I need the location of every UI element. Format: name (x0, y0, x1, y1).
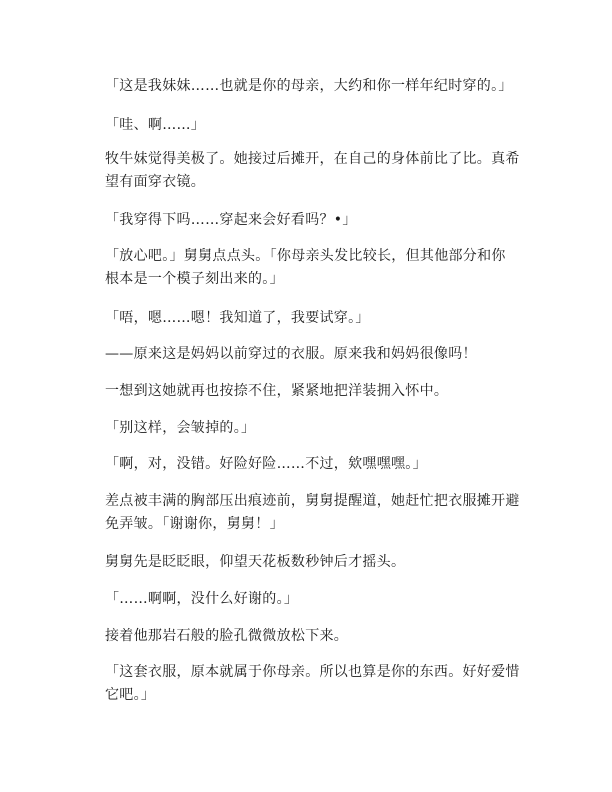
paragraph-line: 免弄皱。「谢谢你，舅舅！」 (105, 516, 284, 532)
paragraph-15 (105, 661, 545, 707)
paragraph-7 (105, 343, 545, 366)
paragraph-line: 舅舅先是眨眨眼，仰望天花板数秒钟后才摇头。 (105, 554, 406, 570)
paragraph-3 (105, 148, 545, 194)
paragraph-11 (105, 490, 545, 536)
paragraph-line: 一想到这她就再也按捺不住，紧紧地把洋装拥入怀中。 (105, 383, 449, 399)
paragraph-5 (105, 245, 545, 291)
paragraph-line: 「唔，嗯……嗯！我知道了，我要试穿。」 (105, 310, 370, 326)
paragraph-line: 根本是一个模子刻出来的。」 (105, 271, 284, 287)
paragraph-4 (105, 209, 545, 232)
paragraph-line: 「啊，对，没错。好险好险……不过，欸嘿嘿嘿。」 (105, 456, 427, 472)
paragraph-2 (105, 114, 545, 137)
paragraph-12 (105, 551, 545, 574)
paragraph-line: 接着他那岩石般的脸孔微微放松下来。 (105, 628, 349, 644)
paragraph-line: 「别这样，会皱掉的。」 (105, 420, 256, 436)
paragraph-line: 「……啊啊，没什么好谢的。」 (105, 591, 299, 607)
paragraph-13 (105, 588, 545, 611)
paragraph-line: 「这是我妹妹……也就是你的母亲，大约和你一样年纪时穿的。」 (105, 78, 513, 94)
paragraph-6 (105, 307, 545, 330)
paragraph-1 (105, 75, 545, 98)
paragraph-line: 「哇、啊……」 (105, 117, 206, 133)
paragraph-line: ——原来这是妈妈以前穿过的衣服。原来我和妈妈很像吗！ (105, 346, 477, 362)
paragraph-line: 它吧。」 (105, 687, 156, 703)
paragraph-8 (105, 380, 545, 403)
paragraph-10 (105, 453, 545, 476)
paragraph-line: 「放心吧。」舅舅点点头。「你母亲头发比较长，但其他部分和你 (105, 248, 506, 264)
paragraph-line: 「这套衣服，原本就属于你母亲。所以也算是你的东西。好好爱惜 (105, 664, 520, 680)
paragraph-9 (105, 417, 545, 440)
paragraph-14 (105, 625, 545, 648)
paragraph-line: 「我穿得下吗……穿起来会好看吗？•」 (105, 212, 357, 228)
paragraph-line: 差点被丰满的胸部压出痕迹前，舅舅提醒道，她赶忙把衣服摊开避 (105, 493, 520, 509)
paragraph-line: 望有面穿衣镜。 (105, 174, 206, 190)
paragraph-line: 牧牛妹觉得美极了。她接过后摊开，在自己的身体前比了比。真希 (105, 151, 520, 167)
